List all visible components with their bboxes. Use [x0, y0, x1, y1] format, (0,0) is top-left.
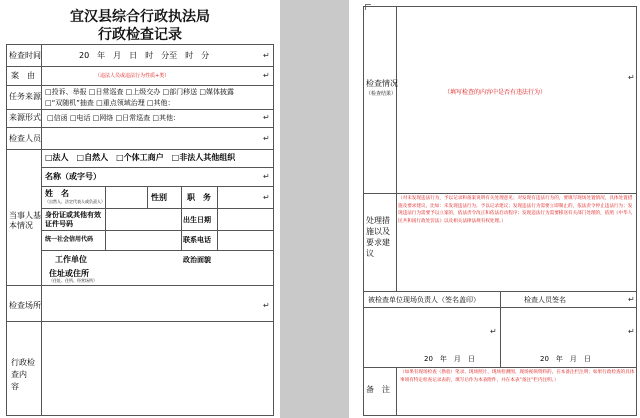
person-name-hint: （自然人、法定代表人或负责人） [45, 199, 105, 204]
document-page-left [0, 0, 280, 418]
case-reason-hint: （违法人员或违法行为性质+类） [95, 73, 170, 79]
inspection-table-left: 检查时间 20 年 月 日 时 分至 时 分 案 由 （违法人员或违法行为性质+类） 任务来源 □投诉、举报 □日常巡查 □上级交办 □部门移送 □媒体披露 □“双随机”抽查 □重点领域治理 □其他： 来源形式 □信函 □电话 □网络 □日常巡查 □其他： 检查人员 当事人基本情况 □法人 □自然人 □个体工商户 □非法人其他组织 名称（或字号） 姓 名 （自然人、法定代表人或负责人） 性别 职 务 身份证或其他有效证件号码 出生日期 统一社会信用代码 联系电话 工作单位 政治面貌 住址或住所 （住址、住所、经营场所） 检查场所 行政检查内 容 ↵ ↵ ↵ ↵ ↵ ↵ ↵ [6, 44, 274, 416]
inspection-place-label: 检查场所 [9, 301, 41, 310]
credit-code-label: 统一社会信用代码 [45, 236, 94, 243]
unit-responsible-sign-label: 被检查单位现场负责人（签名盖印） [368, 296, 480, 304]
party-name-label: 名称（或字号） [45, 172, 101, 181]
inspector-sign-date: 20 年 月 日 [540, 355, 591, 363]
id-number-label: 身份证或其他有效证件号码 [45, 211, 101, 228]
inspection-table-right: 检查情况 （检查结果） （填写检查的内容中是否有违法行为） 处理措施以及要求建 议 （对未发现违法行为，予以记录和备案说明有关处理意见；对发现有违法行为的，要填写现场处置情况，具体处置措施及要求建议，比如：未发现违法行为，予以记录建议；发现违法行为需要立即制止的，依法责令停止违法行为；发现违法行为需要予以立案的，依法责令改正和依法启动程序；发现违法行为需要移送有关部门处理的，依照《中华人民共和国行政处罚法》以及相关法律法规有权处理。） 被检查单位现场负责人（签名盖印） 检查人员签名 20 年 月 日 20 年 月 日 备 注 （如果有现场检查（勘验）笔录、现场照片、现场检测图、现场视频资料的，在本备注栏注明；如果行政检查的具体事项有特定检查记录表的，填写后作为本表附件，并在本表“备注”栏内注明。） ↵ ↵ ↵ ↵ [363, 6, 637, 416]
address-label: 住址或住所 [49, 269, 89, 278]
unit-sign-date: 20 年 月 日 [424, 355, 475, 363]
party-types: □法人 □自然人 □个体工商户 □非法人其他组织 [45, 153, 236, 162]
task-source-options-2: □“双随机”抽查 □重点领域治理 □其他： [45, 99, 175, 107]
political-status-label: 政治面貌 [183, 256, 211, 264]
birth-date-label: 出生日期 [183, 216, 211, 224]
phone-label: 联系电话 [183, 236, 211, 244]
remarks-label: 备 注 [366, 385, 390, 394]
inspector-sign-label: 检查人员签名 [524, 296, 566, 304]
document-subtitle: 行政检查记录 [98, 27, 182, 43]
source-form-label: 来源形式 [9, 113, 41, 122]
case-reason-label: 案 由 [11, 71, 35, 80]
situation-label: 检查情况 [366, 79, 398, 88]
document-title: 宜汉县综合行政执法局 [70, 9, 210, 25]
party-label: 当事人基本情况 [9, 211, 41, 230]
measures-hint: （对未发现违法行为，予以记录和备案说明有关处理意见；对发现有违法行为的，要填写现场处置情况，具体处置措施及要求建议，比如：未发现违法行为，予以记录建议；发现违法行为需要立即制止的，依法责令停止违法行为；发现违法行为需要予以立案的，依法责令改正和依法启动程序；发现违法行为需要移送有关部门处理的，依照《中华人民共和国行政处罚法》以及相关法律法规有权处理。） [398, 196, 633, 224]
document-page-right [349, 0, 640, 418]
position-label: 职 务 [187, 193, 211, 202]
task-source-label: 任务来源 [9, 92, 41, 101]
check-time-value: 20 年 月 日 时 分至 时 分 [79, 51, 210, 60]
page-gutter [280, 0, 349, 418]
workplace-label: 工作单位 [55, 255, 87, 264]
task-source-options-1: □投诉、举报 □日常巡查 □上级交办 □部门移送 □媒体披露 [45, 88, 234, 96]
gender-label: 性别 [151, 193, 167, 202]
inspection-content-label: 行政检查内 容 [11, 358, 43, 391]
check-time-label: 检查时间 [9, 51, 41, 60]
measures-label: 处理措施以及要求建 议 [366, 216, 398, 258]
source-form-options: □信函 □电话 □网络 □日常巡查 □其他： [47, 114, 180, 122]
person-name-label: 姓 名 [45, 189, 69, 198]
situation-sub-label: （检查结果） [366, 91, 397, 97]
address-hint: （住址、住所、经营场所） [49, 278, 97, 283]
inspector-label: 检查人员 [9, 134, 41, 143]
remarks-hint: （如果有现场检查（勘验）笔录、现场照片、现场检测图、现场视频资料的，在本备注栏注明；如果行政检查的具体事项有特定检查记录表的，填写后作为本表附件，并在本表“备注”栏内注明。） [400, 370, 635, 383]
situation-hint: （填写检查的内容中是否有违法行为） [444, 89, 547, 96]
